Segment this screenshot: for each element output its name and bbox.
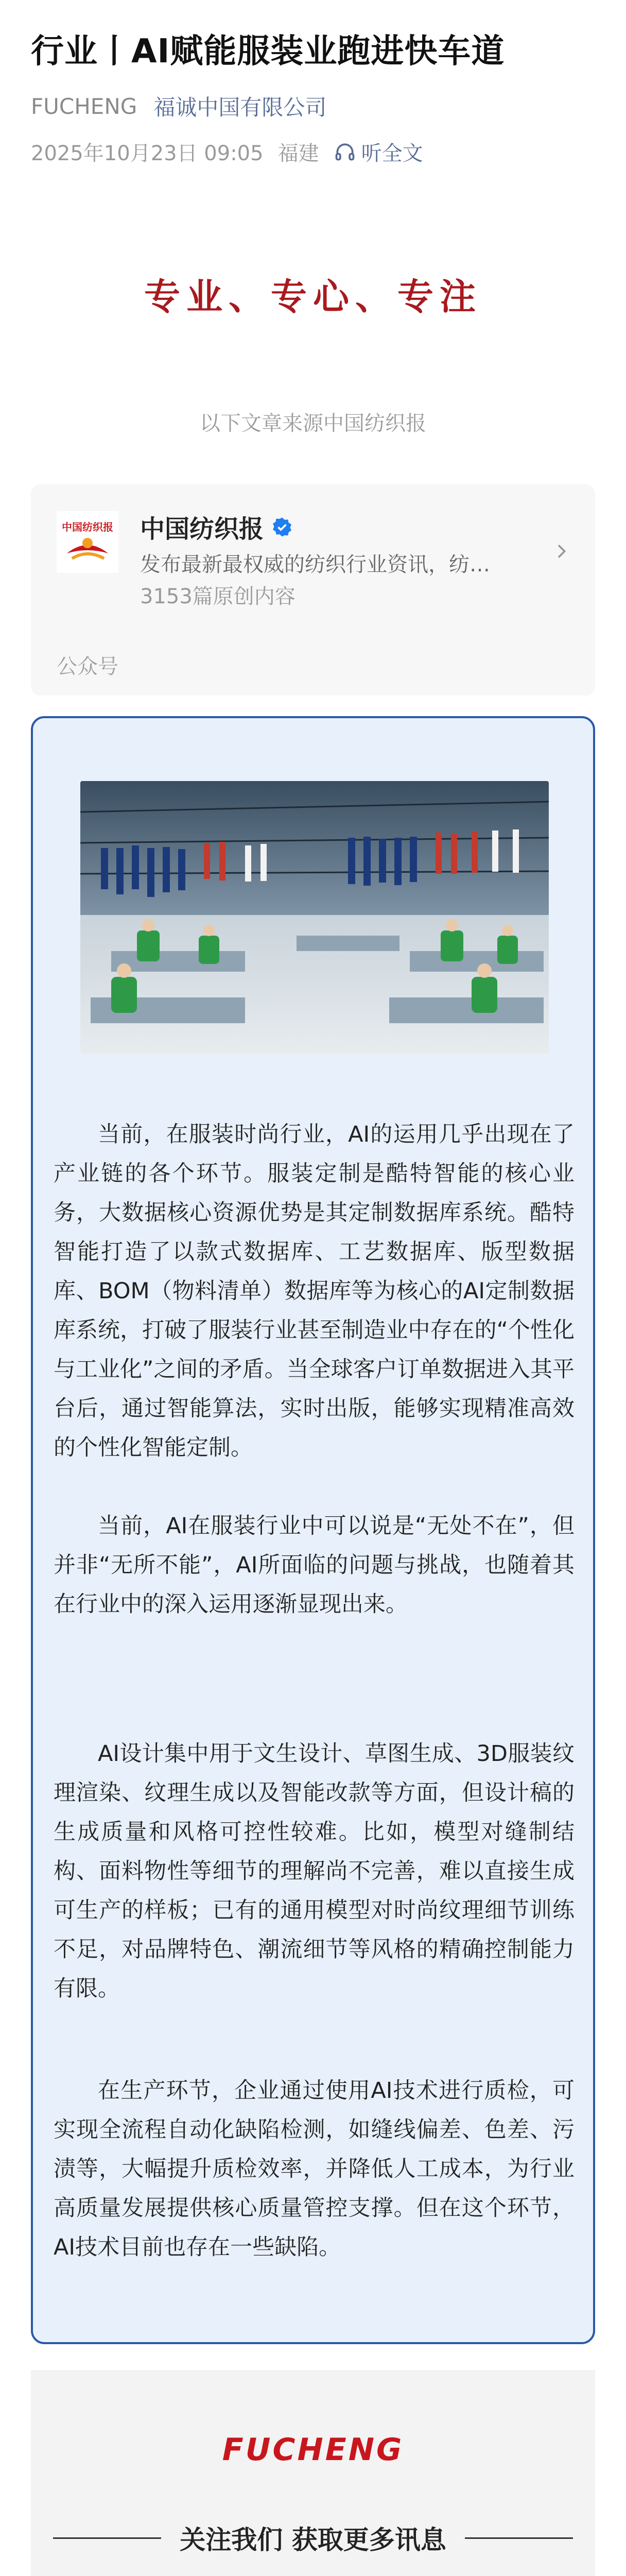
account-description: 发布最新最权威的纺织行业资讯，纺… (140, 553, 490, 577)
account-type-label: 公众号 (57, 655, 118, 679)
account-name (140, 509, 292, 545)
article-author: FUCHENG (31, 93, 137, 119)
account-logo-text: 中国纺织报 (62, 521, 113, 533)
divider (53, 2537, 161, 2539)
factory-photo (80, 781, 549, 1054)
body-paragraph: AI设计集中用于文生设计、草图生成、3D服装纹理渲染、纹理生成以及智能改款等方面，但设计稿的生成质量和风格可控性较难。比如，模型对缝制结构、面料物性等细节的理解尚不完善，难以直接生成可生产的样板；已有的通用模型对时尚纹理细节训练不足，对品牌特色、潮流细节等风格的精确控制能力有限。 (54, 1741, 575, 2002)
slogan-banner: 专业、专心、专注 (144, 275, 482, 318)
account-logo (57, 511, 118, 573)
divider (465, 2537, 573, 2539)
original-count: 3153篇原创内容 (140, 585, 295, 608)
article-title: 行业丨AI赋能服装业跑进快车道 (31, 32, 505, 71)
footer-promo (31, 2370, 595, 2576)
listen-button[interactable] (334, 137, 423, 166)
headphones-icon (334, 141, 356, 163)
article-content-box (31, 716, 595, 2344)
account-name-link[interactable]: 福诚中国有限公司 (153, 95, 327, 120)
source-note: 以下文章来源中国纺织报 (200, 412, 426, 435)
publish-location: 福建 (277, 142, 319, 165)
account-name-text: 中国纺织报 (140, 515, 264, 544)
publish-date: 2025年10月23日 09:05 (31, 142, 264, 165)
chevron-right-icon (551, 541, 571, 562)
verified-icon (272, 517, 292, 537)
follow-title: 关注我们 获取更多讯息 (180, 2525, 446, 2555)
article-byline (31, 91, 326, 122)
listen-label: 听全文 (361, 142, 423, 165)
article-meta (31, 137, 423, 166)
follow-header (31, 2519, 595, 2556)
body-paragraph: 当前，AI在服装行业中可以说是“无处不在”，但并非“无所不能”，AI所面临的问题与挑战，也随着其在行业中的深入运用逐渐显现出来。 (54, 1513, 575, 1617)
body-paragraph: 在生产环节，企业通过使用AI技术进行质检，可实现全流程自动化缺陷检测，如缝线偏差、色差、污渍等，大幅提升质检效率，并降低人工成本，为行业高质量发展提供核心质量管控支撑。但在这个环节，AI技术目前也存在一些缺陷。 (54, 2078, 575, 2260)
account-profile-card[interactable] (31, 484, 595, 696)
brand-logo: FUCHENG (222, 2432, 404, 2468)
body-paragraph: 当前，在服装时尚行业，AI的运用几乎出现在了产业链的各个环节。服装定制是酷特智能的核心业务，大数据核心资源优势是其定制数据库系统。酷特智能打造了以款式数据库、工艺数据库、版型数据库、BOM（物料清单）数据库等为核心的AI定制数据库系统，打破了服装行业甚至制造业中存在的“个性化与工业化”之间的矛盾。当全球客户订单数据进入其平台后，通过智能算法，实时出版，能够实现精准高效的个性化智能定制。 (54, 1122, 575, 1461)
